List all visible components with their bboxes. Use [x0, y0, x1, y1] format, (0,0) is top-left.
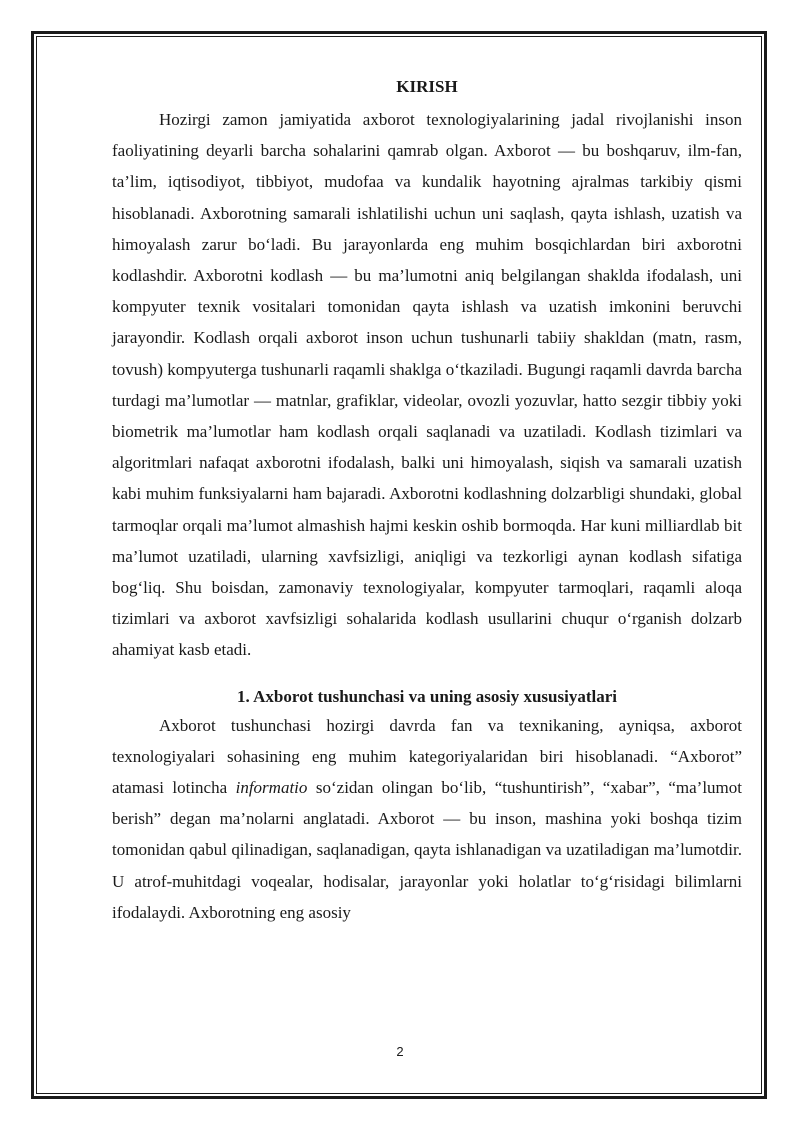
- section-paragraph-text-1: Axborot tushunchasi hozirgi davrda fan va texnikaning, ayniqsa, axborot texnologiyalari sohasining eng muhim kategoriyalaridan biri hisoblanadi. “Axborot” atamasi lotincha: [112, 715, 742, 798]
- section-heading: 1. Axborot tushunchasi va uning asosiy xususiyatlari: [237, 686, 617, 706]
- page-content: [112, 72, 742, 928]
- page-number: 2: [396, 1044, 404, 1059]
- section-paragraph-text-2: so‘zidan olingan bo‘lib, “tushuntirish”, “xabar”, “ma’lumot berish” degan ma’nolarni anglatadi. Axborot — bu inson, mashina yoki boshqa tizim tomonidan qabul qilinadigan, saqlanadigan, qayta ishlanadigan va uzatiladigan ma’lumotdir. U atrof-muhitdagi voqealar, hodisalar, jarayonlar yoki holatlar to‘g‘risidagi bilimlarni ifodalaydi. Axborotning eng asosiy: [112, 778, 742, 922]
- intro-paragraph: Hozirgi zamon jamiyatida axborot texnologiyalarining jadal rivojlanishi inson faoliyatining deyarli barcha sohalarini qamrab olgan. Axborot — bu boshqaruv, ilm-fan, ta’lim, iqtisodiyot, tibbiyot, mudofaa va kundalik hayotning ajralmas tarkibiy qismi hisoblanadi. Axborotning samarali ishlatilishi uchun uni saqlash, qayta ishlash, uzatish va himoyalash zarur bo‘ladi. Bu jarayonlarda eng muhim bosqichlardan biri axborotni kodlashdir. Axborotni kodlash — bu ma’lumotni aniq belgilangan shaklda ifodalash, uni kompyuter texnik vositalari tomonidan qayta ishlash va uzatish imkonini beruvchi jarayondir. Kodlash orqali axborot inson uchun tushunarli tabiiy shakldan (matn, rasm, tovush) kompyuterga tushunarli raqamli shaklga o‘tkaziladi. Bugungi raqamli davrda barcha turdagi ma’lumotlar — matnlar, grafiklar, videolar, ovozli yozuvlar, hatto sezgir tibbiy yoki biometrik ma’lumotlar ham kodlash orqali saqlanadi va uzatiladi. Kodlash tizimlari va algoritmlari nafaqat axborotni ifodalash, balki uni himoyalash, siqish va samarali uzatish kabi muhim funksiyalarni ham bajaradi. Axborotni kodlashning dolzarbligi shundaki, global tarmoqlar orqali ma’lumot almashish hajmi keskin oshib bormoqda. Har kuni milliardlab bit ma’lumot uzatiladi, ularning xavfsizligi, aniqligi va tezkorligi aynan kodlash sifatiga bog‘liq. Shu boisdan, zamonaviy texnologiyalar, kompyuter tarmoqlari, raqamli aloqa tizimlari va axborot xavfsizligi sohalarida kodlash usullarini chuqur o‘rganish dolzarb ahamiyat kasb etadi.: [112, 110, 742, 660]
- section-paragraph-italic-term: informatio: [235, 778, 308, 798]
- section-paragraph: [112, 710, 742, 928]
- page-title: KIRISH: [396, 77, 458, 96]
